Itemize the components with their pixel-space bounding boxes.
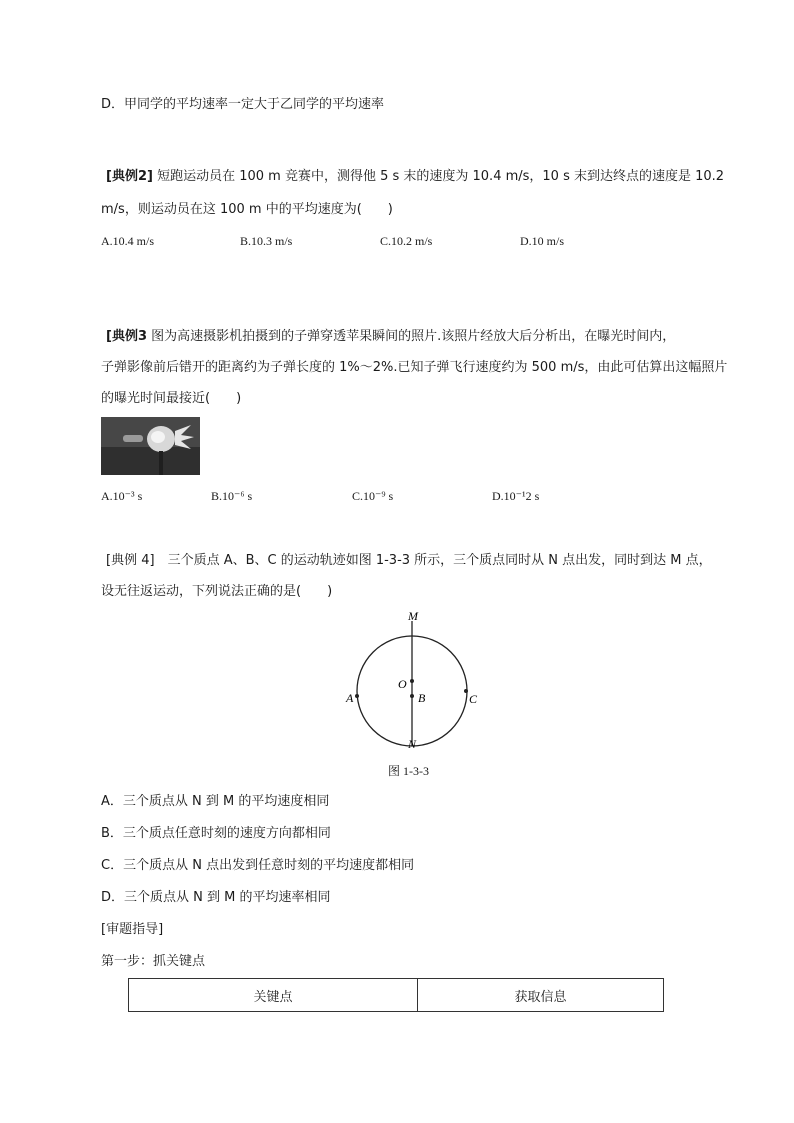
previous-option-d: D．甲同学的平均速率一定大于乙同学的平均速率 [101,97,385,112]
point-a [355,694,359,698]
table-header-keypoint: 关键点 [129,979,418,1012]
point-b [410,694,414,698]
example2-option-b: B.10.3 m/s [240,234,293,248]
point-c [464,689,468,693]
example2-line1 [106,168,724,186]
example3-option-d: D.10⁻¹2 s [492,489,540,503]
label-o: O [398,677,407,691]
example4-option-d: D．三个质点从 N 到 M 的平均速率相同 [101,890,331,905]
point-o [410,679,414,683]
example2-option-c: C.10.2 m/s [380,234,433,248]
example3-line3: 的曝光时间最接近( ) [101,391,242,406]
guide-step1: 第一步：抓关键点 [101,954,206,969]
example3-tag: [典例3 [106,329,147,344]
label-c: C [469,692,478,706]
example4-line2: 设无往返运动，下列说法正确的是( ) [101,584,333,599]
bullet-apple-photo [101,417,200,475]
table-header-row [129,979,664,1012]
example4-text1: 三个质点 A、B、C 的运动轨迹如图 1-3-3 所示，三个质点同时从 N 点出发，同时到达 M 点， [154,553,712,568]
figure-caption: 图 1-3-3 [388,764,429,778]
example2-tag: [典例2] [106,169,153,184]
label-n: N [408,737,417,751]
trajectory-diagram [330,605,500,755]
table-header-info: 获取信息 [418,979,664,1012]
example3-option-c: C.10⁻⁹ s [352,489,394,503]
label-b: B [418,691,426,705]
example2-line2: m/s，则运动员在这 100 m 中的平均速度为( ) [101,202,393,217]
example2-text1: 短跑运动员在 100 m 竞赛中，测得他 5 s 末的速度为 10.4 m/s，10 s 末到达终点的速度是 10.2 [152,169,725,184]
example3-line1 [106,328,675,346]
label-m: M [408,609,418,623]
example4-option-a: A．三个质点从 N 到 M 的平均速度相同 [101,794,330,809]
example3-text1: 图为高速摄影机拍摄到的子弹穿透苹果瞬间的照片.该照片经放大后分析出，在曝光时间内， [147,329,676,344]
example2-option-d: D.10 m/s [520,234,565,248]
example2-option-a: A.10.4 m/s [101,234,155,248]
bullet-apple-image [101,417,200,475]
example4-option-b: B．三个质点任意时刻的速度方向都相同 [101,826,331,841]
example3-option-a: A.10⁻³ s [101,489,143,503]
example3-option-b: B.10⁻⁶ s [211,489,253,503]
key-points-table [128,978,664,1012]
example3-line2: 子弹影像前后错开的距离约为子弹长度的 1%～2%.已知子弹飞行速度约为 500 m/s，由此可估算出这幅照片 [101,360,728,375]
example4-option-c: C．三个质点从 N 点出发到任意时刻的平均速度都相同 [101,858,415,873]
example4-tag: [典例 4] [106,553,155,568]
label-a: A [346,691,354,705]
example4-line1 [106,552,712,570]
guide-title: [审题指导] [101,922,164,937]
